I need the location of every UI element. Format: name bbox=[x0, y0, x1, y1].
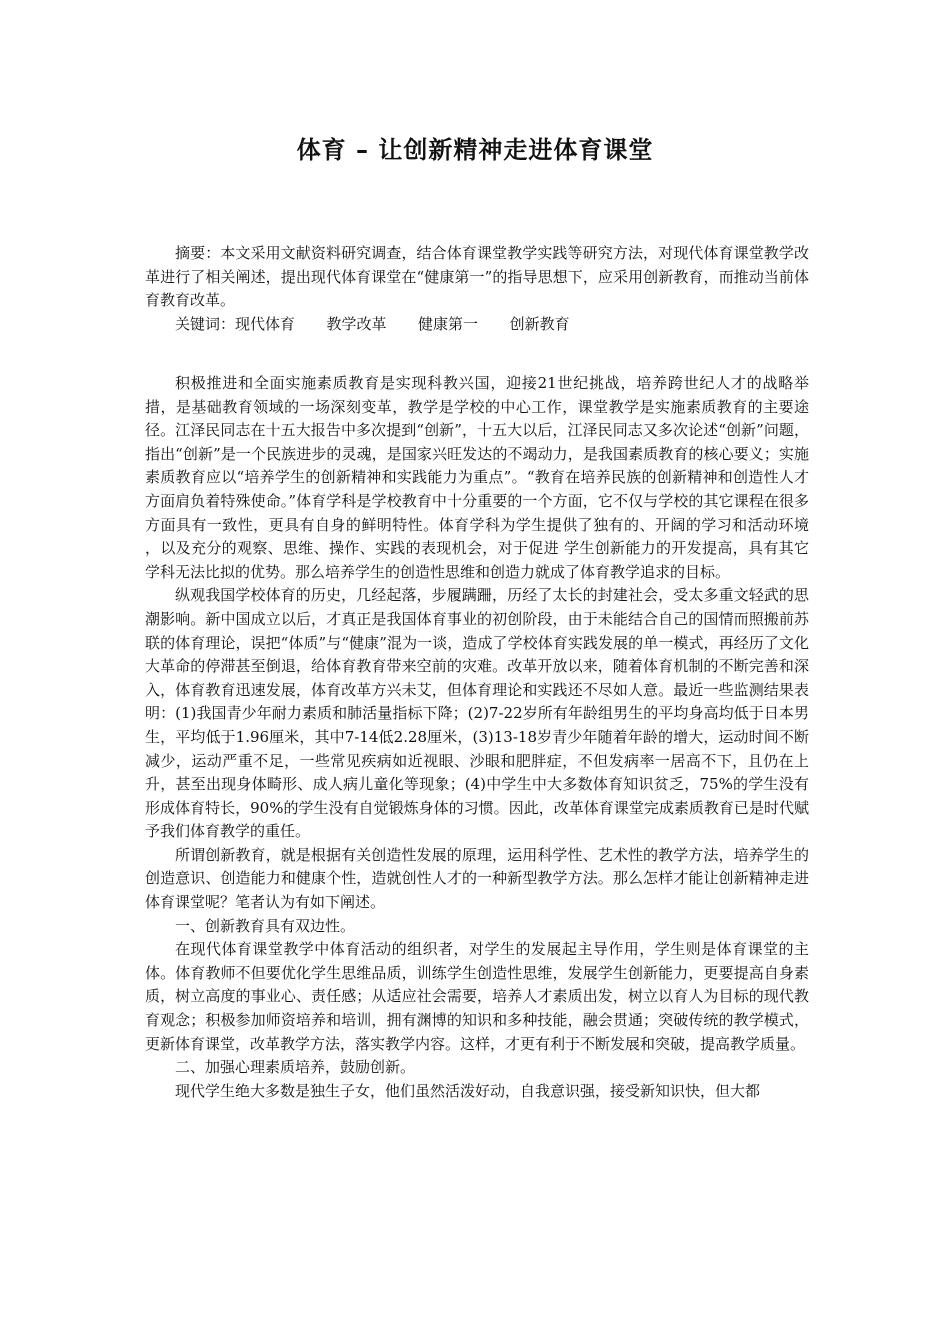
body-paragraph: 纵观我国学校体育的历史，几经起落，步履蹒跚，历经了太长的封建社会，受太多重文轻武的思潮影响。新中国成立以后，才真正是我国体育事业的初创阶段，由于未能结合自己的国情而照搬前苏联的体育理论，误把“体质”与“健康”混为一谈，造成了学校体育实践发展的单一模式，再经历了文化大革命的停滞甚至倒退，给体育教育带来空前的灾难。改革开放以来，随着体育机制的不断完善和深入，体育教育迅速发展，体育改革方兴未艾，但体育理论和实践还不尽如人意。最近一些监测结果表明：(1)我国青少年耐力素质和肺活量指标下降；(2)7-22岁所有年龄组男生的平均身高均低于日本男生，平均低于1.96厘米，其中7-14低2.28厘米，(3)13-18岁青少年随着年龄的增大，运动时间不断减少，运动严重不足，一些常见疾病如近视眼、沙眼和肥胖症，不但发病率一居高不下，且仍在上升，甚至出现身体畸形、成人病儿童化等现象；(4)中学生中大多数体育知识贫乏，75%的学生没有形成体育特长，90%的学生没有自觉锻炼身体的习惯。因此，改革体育课堂完成素质教育已是时代赋予我们体育教学的重任。 bbox=[145, 586, 809, 841]
keyword: 创新教育 bbox=[509, 314, 570, 333]
body-paragraph: 现代学生绝大多数是独生子女，他们虽然活泼好动，自我意识强，接受新知识快，但大都 bbox=[175, 1081, 761, 1100]
abstract-section bbox=[145, 242, 809, 336]
body-paragraph: 积极推进和全面实施素质教育是实现科教兴国，迎接21世纪挑战，培养跨世纪人才的战略举措，是基础教育领域的一场深刻变革，教学是学校的中心工作，课堂教学是实施素质教育的主要途径。江泽民同志在十五大报告中多次提到“创新”，十五大以后，江泽民同志又多次论述“创新”问题，指出“创新”是一个民族进步的灵魂，是国家兴旺发达的不竭动力，是我国素质教育的核心要义；实施素质教育应以“培养学生的创新精神和实践能力为重点”。“教育在培养民族的创新精神和创造性人才方面肩负着特殊使命。”体育学科是学校教育中十分重要的一个方面，它不仅与学校的其它课程在很多方面具有一致性，更具有自身的鲜明特性。体育学科为学生提供了独有的、开阔的学习和活动环境 ，以及充分的观察、思维、操作、实践的表现机会，对于促进 学生创新能力的开发提高，具有其它学科无法比拟的优势。那么培养学生的创造性思维和创造力就成了体育教学追求的目标。 bbox=[145, 374, 809, 581]
keywords-line bbox=[145, 313, 809, 337]
section-heading: 一、创新教育具有双边性。 bbox=[175, 916, 356, 935]
keyword: 健康第一 bbox=[418, 314, 479, 333]
document-body bbox=[145, 372, 809, 1103]
section-heading: 二、加强心理素质培养，鼓励创新。 bbox=[175, 1058, 416, 1077]
keywords-label: 关键词： bbox=[175, 314, 236, 333]
document-title: 体育 – 让创新精神走进体育课堂 bbox=[296, 136, 654, 164]
abstract-paragraph: 摘要：本文采用文献资料研究调查，结合体育课堂教学实践等研究方法，对现代体育课堂教学改革进行了相关阐述，提出现代体育课堂在“健康第一”的指导思想下，应采用创新教育，而推动当前体育教育改革。 bbox=[145, 244, 809, 310]
body-paragraph: 在现代体育课堂教学中体育活动的组织者，对学生的发展起主导作用，学生则是体育课堂的主体。体育教师不但要优化学生思维品质，训练学生创造性思维，发展学生创新能力，更要提高自身素质，树立高度的事业心、责任感；从适应社会需要，培养人才素质出发，树立以育人为目标的现代教育观念；积极参加师资培养和培训，拥有渊博的知识和多种技能，融会贯通；突破传统的教学模式，更新体育课堂，改革教学方法，落实教学内容。这样，才更有利于不断发展和突破，提高教学质量。 bbox=[145, 940, 809, 1053]
body-paragraph: 所谓创新教育，就是根据有关创造性发展的原理，运用科学性、艺术性的教学方法，培养学生的创造意识、创造能力和健康个性，造就创性人才的一种新型教学方法。那么怎样才能让创新精神走进体育课堂呢？笔者认为有如下阐述。 bbox=[145, 845, 809, 912]
keyword: 现代体育 bbox=[235, 314, 296, 333]
keyword: 教学改革 bbox=[326, 314, 387, 333]
